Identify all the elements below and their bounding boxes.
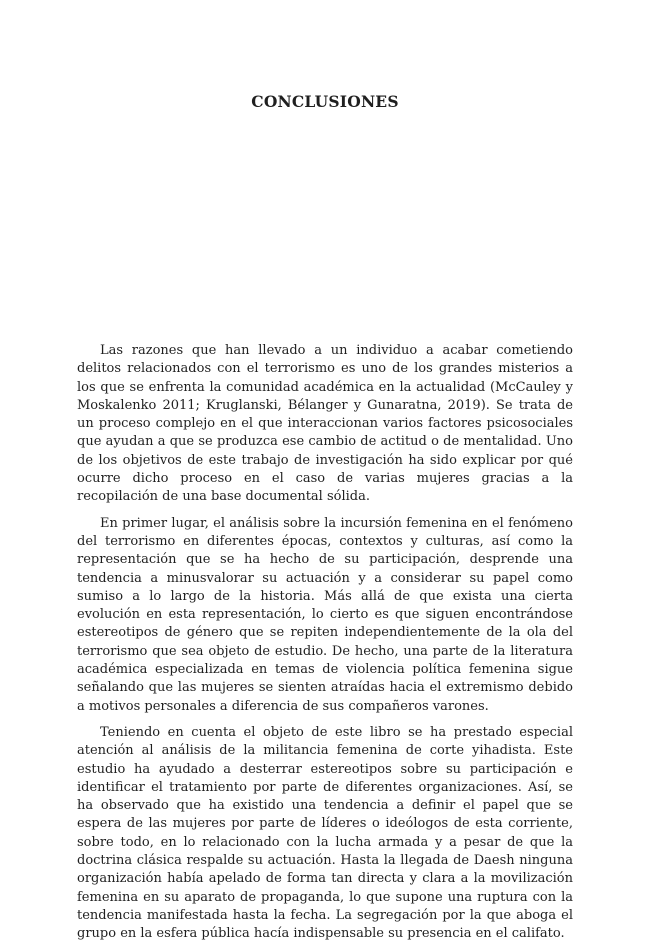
paragraph: Teniendo en cuenta el objeto de este libro se ha prestado especial atención al análisis de la militancia femenina de corte yihadista. Este estudio ha ayudado a desterrar estereotipos sobre su participación e identificar el tratamiento por parte de diferentes organizaciones. Así, se ha observado que ha existido una tendencia a definir el papel que se espera de las mujeres por parte de líderes o ideólogos de esta corriente, sobre todo, en lo relacionado con la lucha armada y a pesar de que la doctrina clásica respalde su actuación. Hasta la llegada de Daesh ninguna organización había apelado de forma tan directa y clara a la movilización femenina en su aparato de propaganda, lo que supone una ruptura con la tendencia manifestada hasta la fecha. La segregación por la que aboga el grupo en la esfera pública hacía indispensable su presencia en el califato. bbox=[77, 724, 573, 942]
body-text bbox=[77, 342, 573, 952]
paragraph: En primer lugar, el análisis sobre la incursión femenina en el fenómeno del terrorismo en diferentes épocas, contextos y culturas, así como la representación que se ha hecho de su participación, desprende una tendencia a minusvalorar su actuación y a considerar su papel como sumiso a lo largo de la historia. Más allá de que exista una cierta evolución en esta representación, lo cierto es que siguen encontrándose estereotipos de género que se repiten independientemente de la ola del terrorismo que sea objeto de estudio. De hecho, una parte de la literatura académica especializada en temas de violencia política femenina sigue señalando que las mujeres se sienten atraídas hacia el extremismo debido a motivos personales a diferencia de sus compañeros varones. bbox=[77, 515, 573, 714]
chapter-title: CONCLUSIONES bbox=[251, 92, 399, 111]
paragraph: Las razones que han llevado a un individuo a acabar cometiendo delitos relacionados con el terrorismo es uno de los grandes misterios a los que se enfrenta la comunidad académica en la actualidad (McCauley y Moskalenko 2011; Kruglanski, Bélanger y Gunaratna, 2019). Se trata de un proceso complejo en el que interaccionan varios factores psicosociales que ayudan a que se produzca ese cambio de actitud o de mentalidad. Uno de los objetivos de este trabajo de investigación ha sido explicar por qué ocurre dicho proceso en el caso de varias mujeres gracias a la recopilación de una base documental sólida. bbox=[77, 343, 573, 505]
